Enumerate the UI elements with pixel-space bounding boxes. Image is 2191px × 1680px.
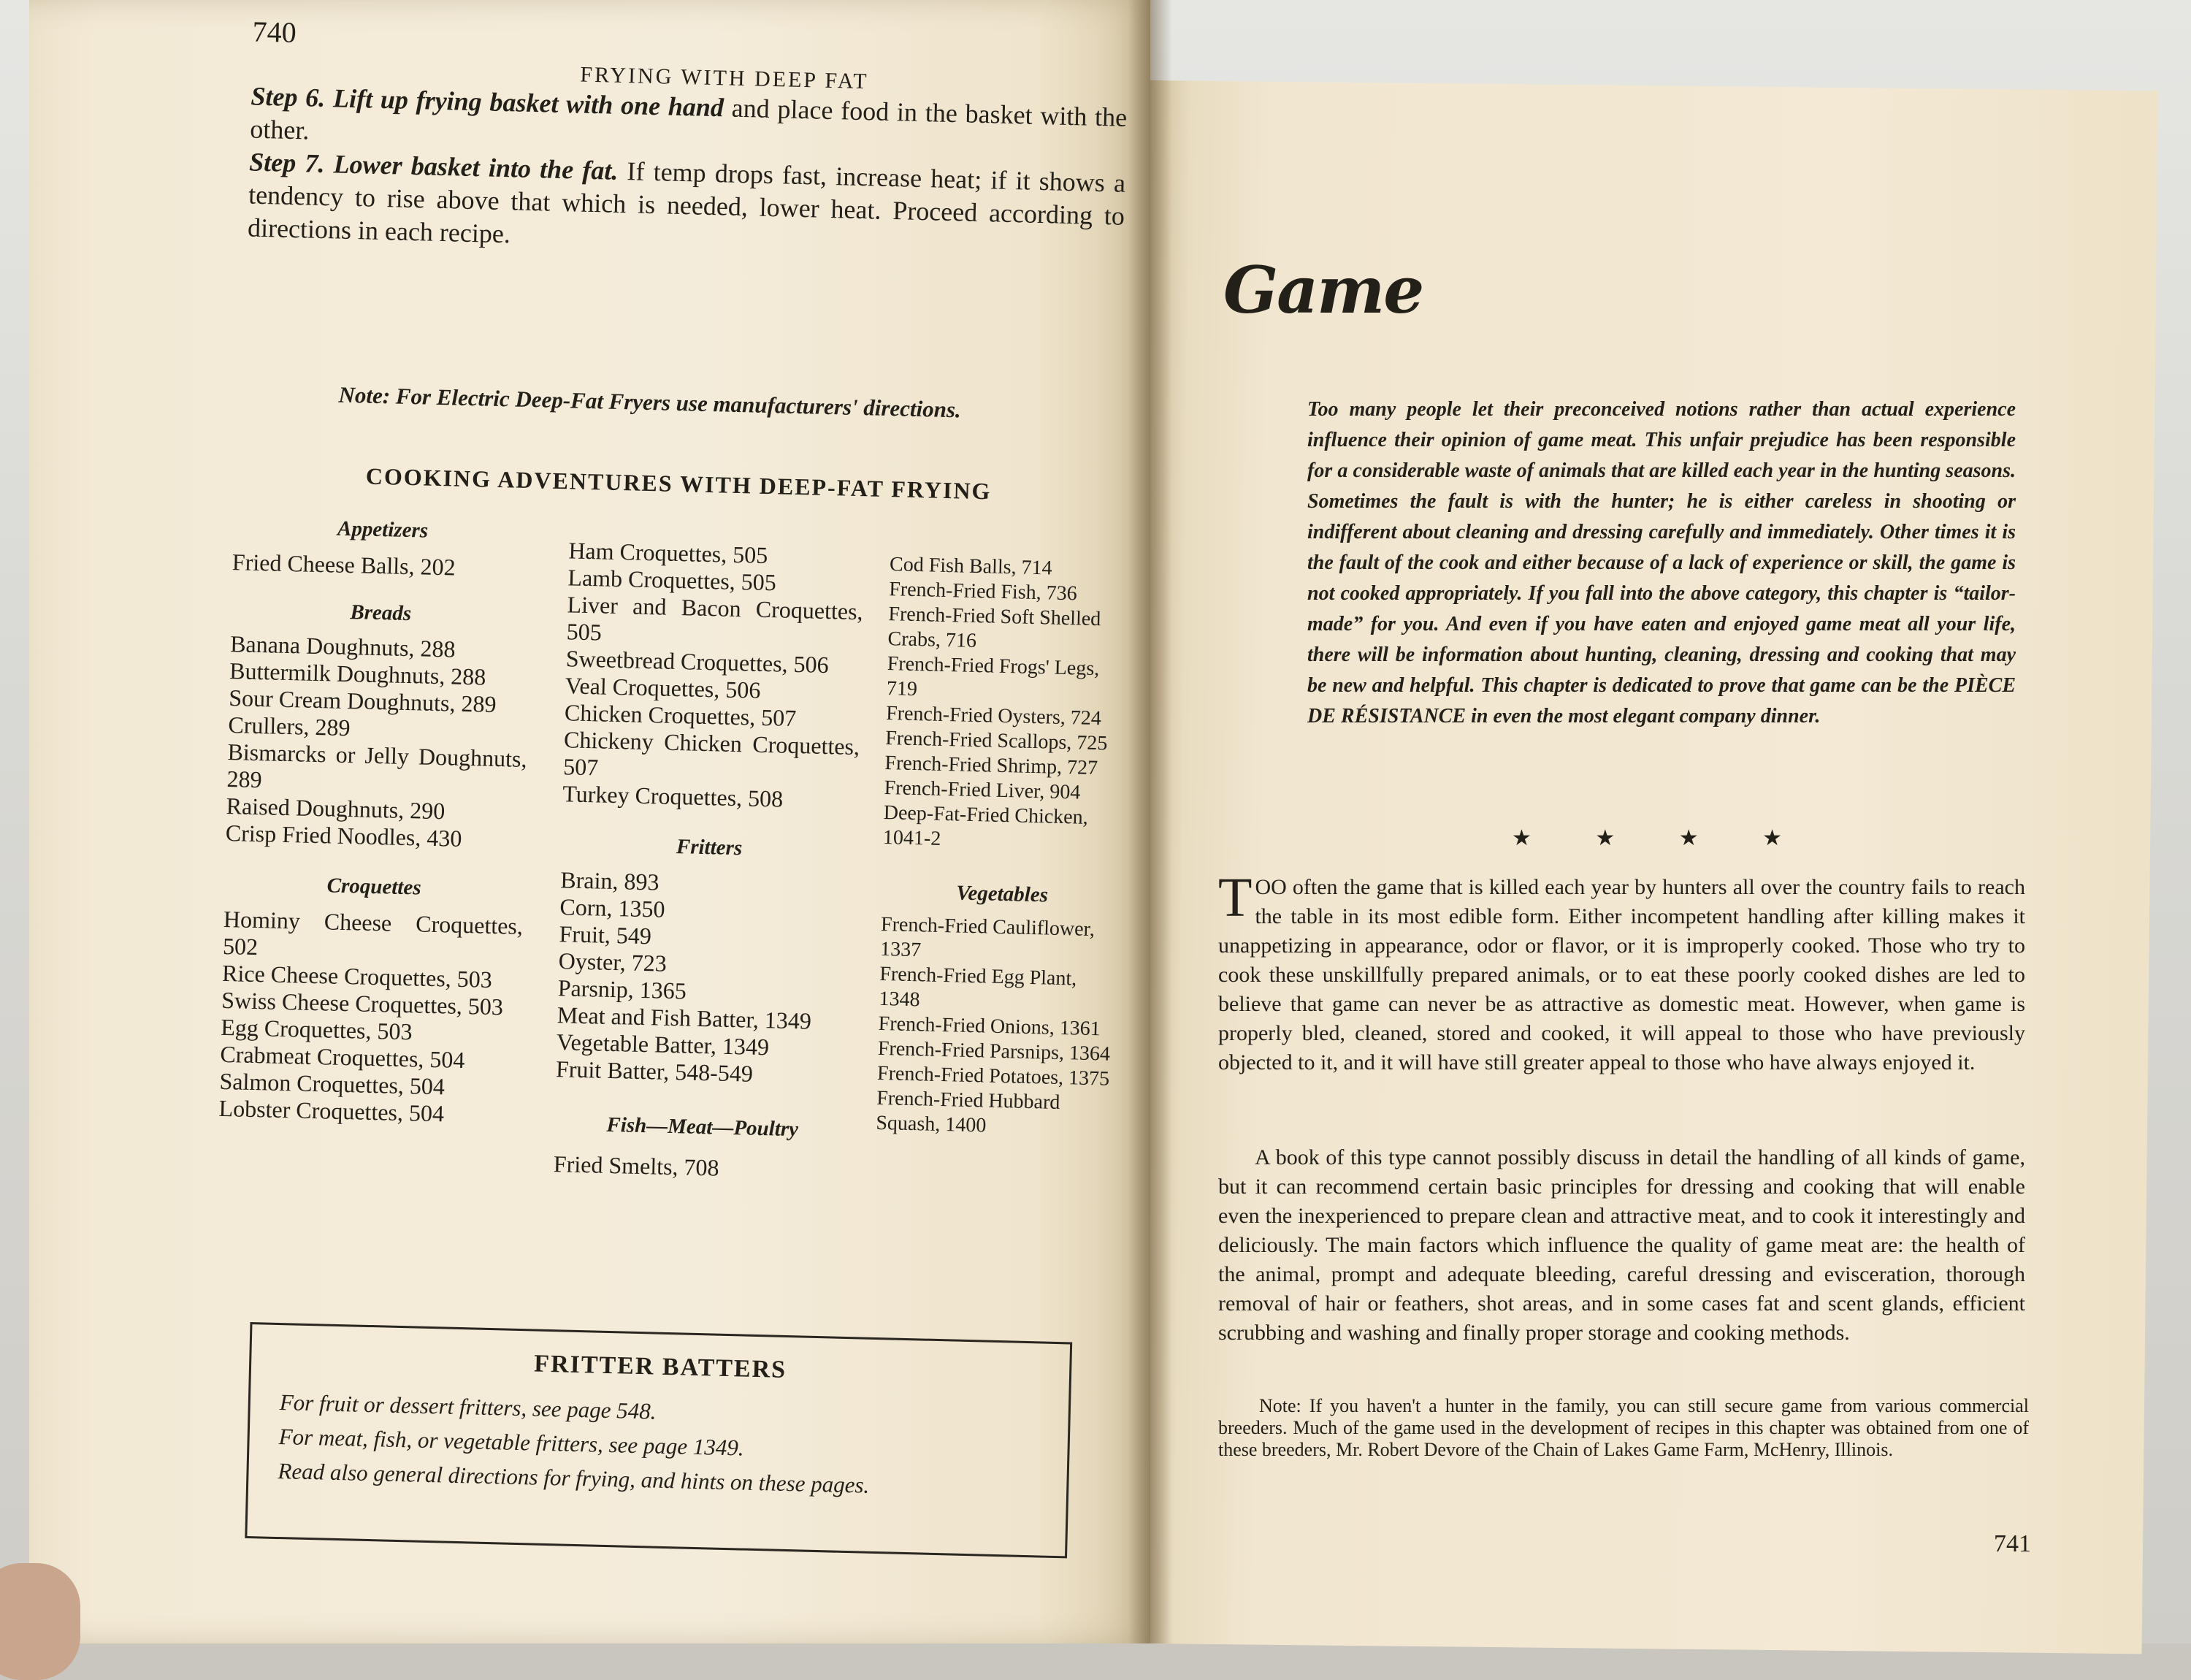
index-entry: Fried Smelts, 708 — [553, 1150, 719, 1181]
index-entry: Rice Cheese Croquettes, 503 — [221, 959, 493, 993]
fritter-batters-title: FRITTER BATTERS — [533, 1350, 787, 1383]
index-entry: Corn, 1350 — [559, 893, 665, 923]
index-entry: Raised Doughnuts, 290 — [226, 793, 446, 825]
index-entry: French-Fried Liver, 904 — [884, 776, 1081, 804]
section-title: COOKING ADVENTURES WITH DEEP-FAT FRYING — [365, 462, 992, 505]
index-entry: Sour Cream Doughnuts, 289 — [228, 684, 497, 717]
index-entry: Egg Croquettes, 503 — [220, 1013, 413, 1045]
index-entry: Parsnip, 1365 — [557, 974, 687, 1004]
index-entry: French-Fried Fish, 736 — [888, 578, 1078, 606]
vegetables-heading: Vegetables — [955, 881, 1049, 907]
index-entry: French-Fried Scallops, 725 — [884, 727, 1108, 755]
index-entry: French-Fried Parsnips, 1364 — [877, 1036, 1111, 1066]
paragraph-1 — [1218, 867, 2025, 1077]
index-entry: Sweetbread Croquettes, 506 — [565, 645, 830, 679]
footnote: Note: If you haven't a hunter in the family, you can still secure game from various commercial breeders. Much of the game used in the development of recipes in this chapter was obtained from one of these breeders, Mr. Robert Devore of the Chain of Lakes Game Farm, McHenry, Illinois. — [1218, 1395, 2029, 1460]
step-6-text: and place food in the basket with the other. — [249, 93, 1128, 145]
index-entry: Vegetable Batter, 1349 — [556, 1028, 770, 1061]
index-entry: Liver and Bacon Croquettes, 505 — [566, 591, 863, 646]
index-entry: French-Fried Egg Plant, 1348 — [879, 962, 1077, 1012]
index-entry: Deep-Fat-Fried Chicken, 1041-2 — [882, 801, 1089, 850]
chapter-intro: Too many people let their preconceived notions rather than actual experience influence their opinion of game meat. This unfair prejudice has been responsible for a considerable waste of animals that are killed each year in the hunting seasons. Sometimes the fault is with the hunter; he is either careless in shooting or indifferent about cleaning and dressing carefully and immediately. Other times it is the fault of the cook and either because of a lack of experience or skill, the game is not cooked appropriately. If you fall into the above category, this chapter is “tailor-made” for you. And even if you have eaten and enjoyed game meat all your life, there will be information about hunting, cleaning, dressing and cooking that may be new and helpful. This chapter is dedicated to prove that game can be the PIÈCE DE RÉSISTANCE in even the most elegant company dinner. — [1307, 398, 2016, 728]
index-entry: Fruit, 549 — [559, 920, 652, 950]
index-entry: French-Fried Soft Shelled Crabs, 716 — [887, 603, 1101, 653]
index-entry: Chickeny Chicken Croquettes, 507 — [562, 726, 860, 781]
running-head: FRYING WITH DEEP FAT — [579, 62, 869, 94]
drop-cap: T — [1218, 867, 1253, 928]
index-entry: Salmon Croquettes, 504 — [219, 1067, 446, 1100]
croquettes-heading: Croquettes — [326, 874, 421, 900]
left-page-number: 740 — [252, 15, 297, 50]
fish-meat-poultry-heading: Fish—Meat—Poultry — [606, 1112, 799, 1142]
fritter-batters-line: For meat, fish, or vegetable fritters, see page 1349. — [278, 1424, 745, 1461]
index-entry: Chicken Croquettes, 507 — [564, 699, 797, 732]
index-entry: Fried Cheese Balls, 202 — [232, 549, 456, 581]
step-7-text: If temp drops fast, increase heat; if it shows a tendency to rise above that which is needed, lower heat. Proceed according to directions in each recipe. — [247, 156, 1126, 249]
right-page-number: 741 — [1994, 1530, 2031, 1557]
breads-heading: Breads — [350, 600, 412, 626]
appetizers-heading: Appetizers — [337, 516, 429, 543]
step-7-label: Step 7. Lower basket into the fat. — [248, 147, 619, 186]
index-entry: Ham Croquettes, 505 — [568, 537, 768, 569]
index-entry: French-Fried Oysters, 724 — [885, 702, 1102, 730]
index-entry: French-Fried Onions, 1361 — [878, 1012, 1101, 1041]
paragraph-1-text: OO often the game that is killed each year by hunters all over the country fails to reach the table in its most edible form. Either incompetent handling after killing makes it unappetizing in appearance, odor or flavor, or it is improperly cooked. Those who try to cook these unskillfully prepared animals, or to eat these poorly cooked dishes are led to believe that game can never be as attractive as domestic meat. However, when game is properly bled, cleaned, stored and cooked, it will appeal to those who have previously objected to it, and it will have still greater appeal to those who have always enjoyed it. — [1218, 875, 2025, 1074]
index-entry: Lobster Croquettes, 504 — [218, 1094, 445, 1127]
index-entry: Banana Doughnuts, 288 — [229, 630, 456, 663]
fritter-batters-line: For fruit or dessert fritters, see page 548. — [279, 1389, 657, 1424]
index-entry: Veal Croquettes, 506 — [565, 672, 761, 703]
index-entry: French-Fried Potatoes, 1375 — [876, 1061, 1110, 1091]
chapter-title: Game — [1223, 252, 1423, 328]
index-entry: Lamb Croquettes, 505 — [567, 564, 777, 596]
index-entry: Brain, 893 — [560, 866, 659, 896]
index-entry: Fruit Batter, 548-549 — [555, 1055, 754, 1087]
index-entry: Meat and Fish Batter, 1349 — [557, 1001, 812, 1034]
index-entry: French-Fried Cauliflower, 1337 — [879, 912, 1096, 962]
index-entry: French-Fried Hubbard Squash, 1400 — [876, 1086, 1060, 1137]
index-entry: Hominy Cheese Croquettes, 502 — [222, 905, 524, 961]
index-entry: Crabmeat Croquettes, 504 — [220, 1040, 465, 1074]
step-6-label: Step 6. Lift up frying basket with one hand — [251, 81, 724, 123]
index-entry: Crisp Fried Noodles, 430 — [225, 819, 462, 852]
index-entry: Oyster, 723 — [558, 947, 668, 977]
thumb — [0, 1563, 80, 1680]
index-entry: Cod Fish Balls, 714 — [889, 553, 1052, 580]
index-entry: Buttermilk Doughnuts, 288 — [229, 657, 486, 690]
index-entry: French-Fried Shrimp, 727 — [884, 752, 1098, 780]
index-entry: French-Fried Frogs' Legs, 719 — [886, 652, 1100, 701]
index-entry: Bismarcks or Jelly Doughnuts, 289 — [226, 738, 527, 793]
section-divider-stars: ★ ★ ★ ★ — [1512, 826, 1812, 850]
fritters-heading: Fritters — [676, 835, 743, 860]
fritter-batters-line: Read also general directions for frying, and hints on these pages. — [278, 1458, 870, 1498]
fryer-note: Note: For Electric Deep-Fat Fryers use manufacturers' directions. — [338, 381, 962, 423]
index-entry: Crullers, 289 — [228, 711, 351, 741]
index-entry: Swiss Cheese Croquettes, 503 — [221, 986, 504, 1020]
index-entry: Turkey Croquettes, 508 — [562, 780, 784, 812]
paragraph-2: A book of this type cannot possibly discuss in detail the handling of all kinds of game, but it can recommend certain basic principles for dressing and cooking that will enable even the inexperienced to prepare clean and attractive meat, and to cook it interestingly and deliciously. The main factors which influence the quality of game meat are: the health of the animal, prompt and adequate bleeding, careful dressing and evisceration, thorough removal of hair or feathers, shot areas, and in some cases fat and scent glands, efficient scrubbing and washing and finally proper storage and cooking methods. — [1218, 1145, 2025, 1345]
